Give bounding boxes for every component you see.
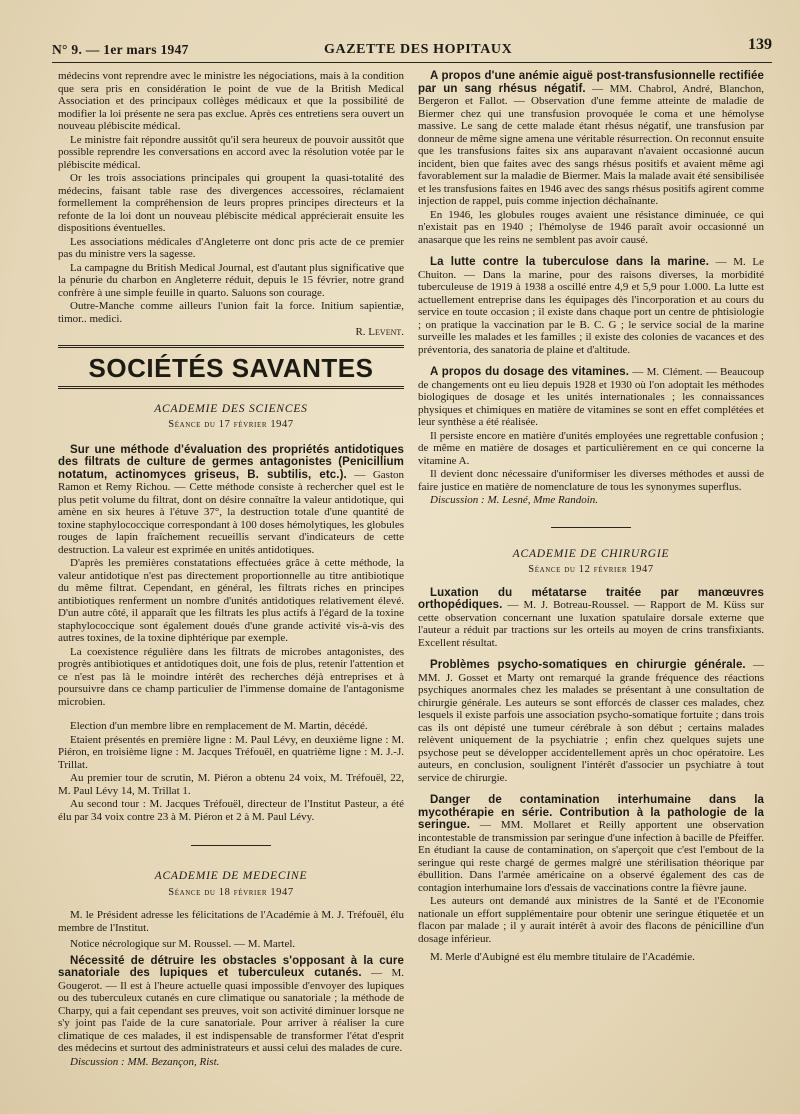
header-rule [52,62,772,63]
paragraph: Or les trois associations principales qui groupent la quasi-totalité des médecins, faisant table rase des divergences accessoires, réclamaient formellement la compréhension de leurs propres principes directeurs et la refonte de la loi dont un nouveau plébiscite médical apprécierait ensuite les dispositions éventuelles. [58,172,404,234]
academy-heading: ACADEMIE DES SCIENCES [154,402,308,415]
paragraph: Election d'un membre libre en remplacement de M. Martin, décédé. [70,720,368,732]
article-title: A propos d'une anémie aiguë post-transfusionnelle rectifiée par un sang rhésus négatif. [418,70,764,95]
seance-date: Séance du 18 février 1947 [168,886,294,898]
article-title: La lutte contre la tuberculose dans la marine. [430,256,709,268]
paragraph: Le ministre fait répondre aussitôt qu'il sera heureux de pouvoir aussitôt que possible reprendre les conversations en accord avec la résolution votée par le plébiscite médical. [58,133,404,171]
paragraph: Au second tour : M. Jacques Tréfouël, directeur de l'Institut Pasteur, a été élu par 34 voix contre 23 à M. Piéron et 2 à M. Paul Lévy. [58,798,404,823]
paragraph: La coexistence régulière dans les filtrats de microbes antagonistes, des progrès antibiotiques et antidotiques doit, une fois de plus, retenir l'attention et ce n'est pas là le moindre intérêt des recherches déjà entreprises et à poursuivre dans ce champ particulier de l'immense domaine de l'antagonisme microbien. [58,645,404,708]
article-body: — M. Clément. — Beaucoup de changements ont eu lieu depuis 1928 et 1930 où l'on adoptait les méthodes biologiques de dosage et les unités internationales ; les connaissances physiques et chimiques en matière de vitamines se sont en effet complétées et leur synthèse a été réalisée. [418,366,764,428]
paragraph [418,659,764,784]
right-column [418,70,764,965]
paragraph: médecins vont reprendre avec le ministre les négociations, mais à la condition que sera pris en considération le point de vue de la British Medical Association et des principaux collèges médicaux et que la possibilité de modifier la loi présente ne sera pas exclue. Après ces entretiens sera ouvert un nouveau plébiscite médical. [58,70,404,132]
paragraph [418,794,764,894]
paragraph: Les auteurs ont demandé aux ministres de la Santé et de l'Economie nationale un effort supplémentaire pour obtenir une seringue étiquetée et un flacon par malade ; il y aurait intérêt à avoir des flacons de pénicilline d'un dosage inférieur. [418,895,764,945]
divider [551,527,631,528]
article-title: Nécessité de détruire les obstacles s'opposant à la cure sanatoriale des lupiques et tuberculeux cutanés. [58,954,404,979]
left-column [58,70,404,1069]
article-body: — MM. Chabrol, André, Blanchon, Bergeron et Fallot. — Observation d'une femme atteinte de maladie de Biermer chez qui une transfusion provoquée le coma et une hémolyse massive. Le sang de cette malade étant rhésus négatif, une transfusion par donneur de même signe amena une véritable résurrection. On reconnut ensuite que les transfusions faites six ans auparavant n'avaient occasionné aucun incident, bien que faites avec des sangs rhésus positifs et avaient même agi favorablement sur la maladie de Biermer. Mais la malade avait été sensibilisée et les transfusions faites en 1946 avec des sangs rhésus positifs agirent comme injection de rappel, puis comme injection déchaînante. [418,82,764,207]
section-rule-bottom [58,386,404,389]
paragraph: En 1946, les globules rouges avaient une résistance diminuée, ce qui n'existait pas en 1940 ; l'hémolyse de 1946 paraît avoir occasionné un anasarque que les reins ne semblent pas avoir causé. [418,208,764,246]
paragraph: Il devient donc nécessaire d'uniformiser les diverses méthodes et aussi de faire justice en matière de nomenclature de tous les synonymes superflus. [418,468,764,493]
section-title: SOCIÉTÉS SAVANTES [88,352,374,383]
paragraph: Les associations médicales d'Angleterre ont donc pris acte de ce premier pas du ministre vers la sagesse. [58,235,404,260]
paragraph [58,955,404,1055]
paragraph: Au premier tour de scrutin, M. Piéron a obtenu 24 voix, M. Tréfouël, 22, M. Paul Lévy 14, M. Trillat 1. [58,772,404,797]
seance-date: Séance du 17 février 1947 [168,419,294,430]
article-body: — MM. Mollaret et Reilly apportent une observation incontestable de transmission par seringue d'une infection à bacille de Pfeiffer. En étudiant la cause de contamination, on s'aperçoit que c'est l'embout de la seringue qui reste chargé de germes malgré une stérilisation théorique par ébullition. Dans l'armée américaine on a observé également des cas de contagion interhumaine lors d'essais de vaccinations contre la fièvre jaune. [418,819,764,894]
paragraph [418,70,764,208]
paragraph: M. le Président adresse les félicitations de l'Académie à M. J. Tréfouël, élu membre de l'Institut. [58,909,404,934]
article-body: — M. Le Chuiton. — Dans la marine, pour des raisons diverses, la morbidité tuberculeuse de 1919 à 1938 a oscillé entre 4,9 et 5,9 pour 1.000. La lutte est actuellement entreprise dans les équipages dès l'incorporation et au cours du service en toute occasion ; il existe dans chaque port un centre de phtisiologie ; on pratique la vaccination par le B. C. G ; le service social de la marine surveille les malades et les familles ; il existe des colonies de vacances et des préventoria, des sanatoria de plaine et d'altitude. [418,256,764,356]
discussion: Discussion : MM. Bezançon, Rist. [70,1055,220,1068]
article-title: A propos du dosage des vitamines. [430,366,630,378]
signature: R. Levent. [355,326,404,338]
article-body: — M. Gougerot. — Il est à l'heure actuelle quasi impossible d'envoyer des lupiques ou des tuberculeux cutanés en cure climatique ou sanatoriale ; la méthode de Charpy, qui a fait cependant ses preuves, voit son activité diminuer lorsque ne s'y joint pas l'aide de la cure sanatoriale. Pour arriver à réaliser la cure climatique de ces malades, il est indispensable de transformer l'état d'esprit des médecins et surtout des administrateurs et aussi celui des malades de cure. [58,967,404,1054]
article-body: — Gaston Ramon et Remy Richou. — Cette méthode consiste à rechercher quel est le plus petit volume du filtrat, dont on désire connaître la valeur antidotique, qui amène en six heures à l'étuve 37°, la destruction totale d'une quantité de toxine staphylococcique correspondant à 100 doses hémolytiques, les globules rouges de lapin fraîchement recueillis servant d'indicateurs de cette destruction. La valeur est exprimée en unités antidotiques. [58,468,404,556]
paragraph: La campagne du British Medical Journal, est d'autant plus significative que la pénurie du charbon en Angleterre réduit, depuis le 15 février, notre grand confrère à une simple feuille in quarto. Saluons son courage. [58,261,404,299]
paragraph [58,444,404,557]
seance-date: Séance du 12 février 1947 [528,564,654,575]
article-title: Problèmes psycho-somatiques en chirurgie générale. [430,659,746,671]
article-body: — M. J. Botreau-Roussel. — Rapport de M. Küss sur cette observation concernant une luxation spatulaire dorsale externe que l'auteur a réduit par tractions sur les orteils au moyen de crins transfixiants. Excellent résultat. [418,599,764,649]
article-title: Danger de contamination interhumaine dans la mycothérapie en série. Contribution à la pathologie de la seringue. [418,794,764,831]
page-header [52,32,772,64]
journal-title: GAZETTE DES HOPITAUX [324,42,513,57]
paragraph: Il persiste encore en matière d'unités employées une regrettable confusion ; de même en matière de dosages et particulièrement en ce qui concerne la vitamine A. [418,429,764,467]
academy-heading: ACADEMIE DE CHIRURGIE [512,547,670,560]
paragraph [418,256,764,356]
article-title: Sur une méthode d'évaluation des propriétés antidotiques des filtrats de culture de germes antagonistes (Penicillium notatum, actinomyces griseus, B. subtilis, etc.). [58,443,404,481]
article-body: — MM. J. Gosset et Marty ont remarqué la grande fréquence des réactions psychiques anormales chez les malades se présentant à une consultation de chirurgie générale. Les auteurs se sont efforcés de classer ces malades, chez lesquels il existe parfois une association psycho-somatique fortuite ; dans trois cas ils ont dépisté une tumeur cérébrale à son début ; certains malades relèvent uniquement de la psychiatrie ; enfin chez quelques sujets une psychose peut se développer accidentellement après un choc opératoire. Les auteurs, en conclusion, soulignent l'intérêt d'associer un psychiatre à tout service de chirurgie. [418,659,764,784]
paragraph: Outre-Manche comme ailleurs l'union fait la force. Initium sapientiæ, timor.. medici. [58,300,404,325]
paragraph: D'après les premières constatations effectuées grâce à cette méthode, la valeur antidotique n'est pas directement proportionnelle au titre antibiotique du même filtrat. Cependant, en général, les filtrats riches en principes antibiotiques renferment un nombre d'unités antidotiques relativement élevé. D'un autre côté, il apparaît que les filtrats les plus actifs à l'égard de la toxine staphylococcique sont également doués d'une grande activité vis-à-vis des autres toxines, de la toxine diphtérique par exemple. [58,557,404,644]
academy-heading: ACADEMIE DE MEDECINE [154,870,308,882]
divider [191,845,271,846]
section-rule-top [58,345,404,348]
paragraph: M. Merle d'Aubigné est élu membre titulaire de l'Académie. [430,951,695,963]
issue-date: N° 9. — 1er mars 1947 [52,42,189,57]
paragraph [418,366,764,429]
paragraph [418,587,764,650]
discussion: Discussion : M. Lesné, Mme Randoin. [430,494,599,506]
paragraph: Notice nécrologique sur M. Roussel. — M. Martel. [70,938,296,950]
article-title: Luxation du métatarse traitée par manœuvres orthopédiques. [418,586,764,611]
page-number: 139 [748,36,772,53]
paragraph: Etaient présentés en première ligne : M. Paul Lévy, en deuxième ligne : M. Piéron, en troisième ligne : M. Jacques Tréfouël, en quatrième ligne : M. J.-J. Trillat. [58,733,404,771]
